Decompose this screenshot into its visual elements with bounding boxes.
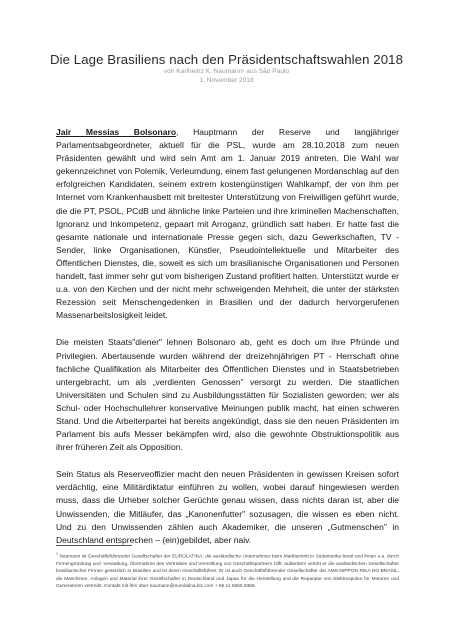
article-body: [56, 126, 399, 561]
paragraph-2: [56, 336, 399, 454]
paragraph-2-text: Die meisten Staats"diener" lehnen Bolsonaro ab, geht es doch um ihre Pfründe und Privilegien. Abertausende wurden während der dreizehnjährigen PT - Herrschaft ohne fachliche Qualifikation als Mitarbeiter des Öffentlichen Dienstes und in Staatsbetrieben untergebracht, um als „verdienten Genossen" versorgt zu werden. Die staatlichen Universitäten und Schulen sind zu Ausbildungsstätten für Sozialisten geworden; wer als Schul- oder Hochschullehrer konservative Meinungen publik macht, hat einen schweren Stand. Und die Arbeiterpartei hat bereits angekündigt, dass sie den neuen Präsidenten im Parlament bis aufs Messer bekämpfen wird, also die gewohnte Obstruktionspolitik aus ihrer früheren Zeit als Opposition.: [56, 337, 399, 453]
footnote: [56, 551, 399, 591]
footnote-text: Naumann ist Geschäftsführender Gesellschafter der EUROLATINA, die ausländische Unternehmer beim Markteintritt in Südamerika berät und ihnen u.a. durch Firmengründung und -verwaltung, Übernahme des Vertriebes und Vermittlung von Geschäftspartnern hilft; außerdem vertritt er die ausländischen Gesellschafter brasilianischer Firmen gesetzlich in Brasilien und ist deren Geschäftsführer. Er ist auch Geschäftsführender Gesellschafter der AMS-NIPPON RIKA DO BRASIL, die Maschinen, Anlagen und Material ihrer Gesellschafter in Deutschland und Japan für die Herstellung und die Reparatur von Elektrospulen für Motoren und Generatoren vertreibt. Kontakt mit ihm über naumann@eurolatina.biz.com + 55 11 5666 8366.: [56, 554, 399, 590]
paragraph-3-text: Sein Status als Reserveoffizier macht den neuen Präsidenten in gewissen Kreisen sofort verdächtig, eine Militärdiktatur einführen zu wollen, wobei darauf hingewiesen werden muss, dass die Urheber solcher Gerüchte genau wissen, dass nichts daran ist, aber die Unwissenden, die Mitläufer, das „Kanonenfutter" sozusagen, die wissen es eben nicht. Und zu den Unwissenden zählen auch Akademiker, die unseren „Gutmenschen" in Deutschland entsprechen – (ein)gebildet, aber naiv.: [56, 469, 399, 545]
document-date: 1. November 2018: [199, 77, 254, 84]
footnote-marker: 1: [56, 552, 58, 556]
person-name-link: Jaír Messias Bolsonaro: [56, 127, 177, 137]
paragraph-1-text: , Hauptmann der Reserve und langjähriger Parlamentsabgeordneter, aktuell für die PSL, wurde am 28.10.2018 zum neuen Präsidenten gewählt und wird sein Amt am 1. Januar 2019 antreten. Die Wahl war gekennzeichnet von Polemik, Verleumdung, einem fast gelungenen Mordanschlag auf den erfolgreichen Kandidaten, seinem extrem kostengünstigen Wahlkampf, der von ihm per Internet vom Krankenhausbett mit breitester Unterstützung von Freiwilligen geführt wurde, die die PT, PSOL, PCdB und ähnliche linke Parteien und ihre kriminellen Machenschaften, Ignoranz und Inkompetenz, gepaart mit Arroganz, gründlich satt haben. Er hatte fast die gesamte nationale und internationale Presse gegen sich, dazu Gewerkschaften, TV - Sender, linke Organisationen, Künstler, Pseudointellektuelle und Mitarbeiter des Öffentlichen Dienstes, die, soweit es sich um brasilianische Organisationen und Personen handelt, fast immer sehr gut vom bisherigen Zustand profitiert hatten. Unterstützt wurde er u.a. von den Kirchen und der nicht mehr schweigenden Mehrheit, die unter der stärksten Rezession seit Menschengedenken in Brasilien und der dadurch hervorgerufenen Massenarbeitslosigkeit leidet.: [56, 127, 399, 321]
paragraph-1: [56, 126, 399, 322]
author-byline: von Karlheinz K. Naumann¹ aus São Paulo: [163, 68, 290, 75]
footnote-divider: [56, 545, 132, 546]
document-title: Die Lage Brasiliens nach den Präsidentschaftswahlen 2018: [49, 52, 404, 67]
paragraph-3: [56, 468, 399, 547]
